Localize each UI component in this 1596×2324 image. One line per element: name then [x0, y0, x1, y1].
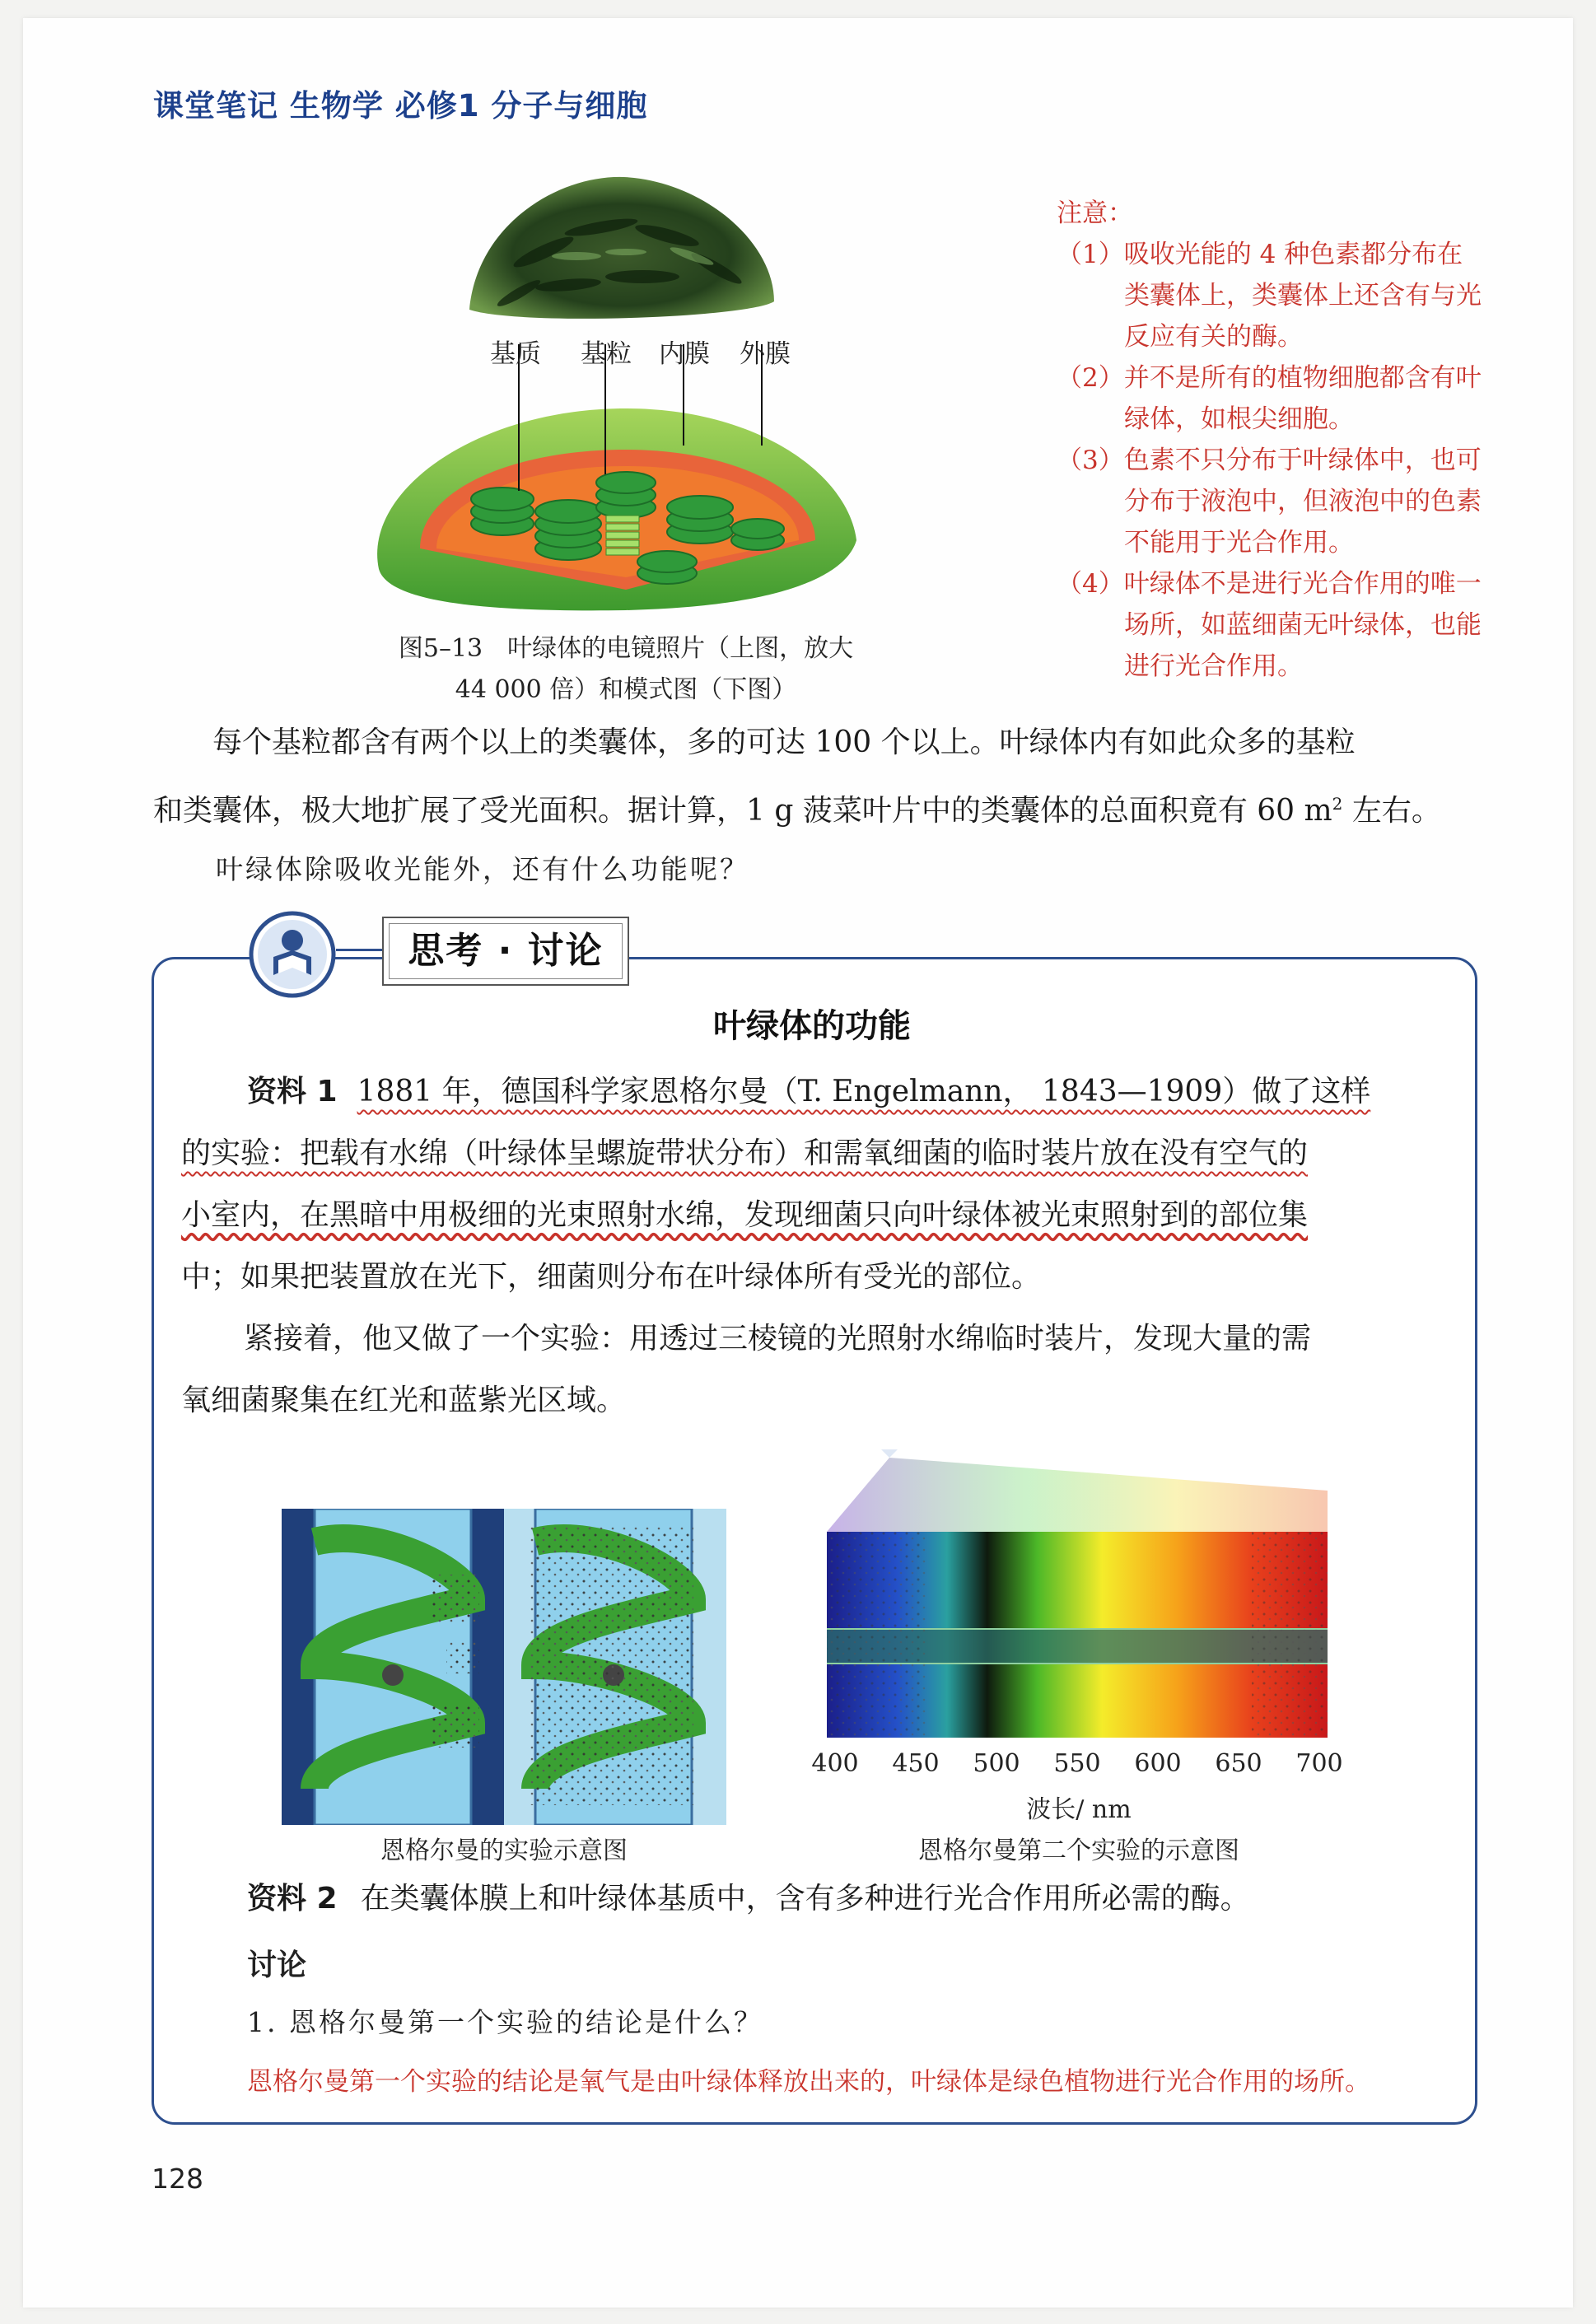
discussion-answer-1: 恩格尔曼第一个实验的结论是氧气是由叶绿体释放出来的，叶绿体是绿色植物进行光合作用的场所。 — [247, 2067, 1370, 2097]
note-item-2: （2）并不是所有的植物细胞都含有叶绿体，如根尖细胞。 — [1057, 363, 1482, 434]
tick-650: 650 — [1215, 1749, 1262, 1778]
material-1-line1: 1881 年，德国科学家恩格尔曼（T. Engelmann， 1843—1909）做了这样 — [357, 1075, 1371, 1108]
tick-450: 450 — [892, 1749, 940, 1778]
discussion-title: 思考 · 讨论 — [408, 930, 604, 972]
label-granum: 基粒 — [581, 339, 632, 369]
note-item-1: （1）吸收光能的 4 种色素都分布在类囊体上，类囊体上还含有与光反应有关的酶。 — [1057, 240, 1482, 352]
figure-left-caption: 恩格尔曼的实验示意图 — [380, 1836, 628, 1865]
label-stroma: 基质 — [490, 339, 541, 369]
discussion-title-tab — [382, 917, 629, 986]
spectrum-axis-label: 波长/ nm — [1026, 1795, 1132, 1824]
spectrum-figure — [824, 1449, 1334, 1743]
tick-600: 600 — [1134, 1749, 1182, 1778]
chloroplast-illustration — [354, 161, 881, 623]
material-1 — [181, 1061, 1466, 1431]
thinking-reader-icon — [247, 909, 338, 1000]
label-outer-membrane: 外膜 — [740, 339, 791, 369]
material-2-text: 在类囊体膜上和叶绿体基质中，含有多种进行光合作用所必需的酶。 — [360, 1882, 1250, 1916]
figure-right-caption: 恩格尔曼第二个实验的示意图 — [918, 1836, 1239, 1865]
note-item-4: （4）叶绿体不是进行光合作用的唯一场所，如蓝细菌无叶绿体，也能进行光合作用。 — [1057, 569, 1482, 681]
material-1-p2-line1: 紧接着，他又做了一个实验：用透过三棱镜的光照射水绵临时装片，发现大量的需 — [244, 1322, 1312, 1356]
notes-title: 注意： — [1057, 198, 1133, 228]
material-1-label: 资料 1 — [247, 1075, 338, 1108]
paragraph-1 — [153, 712, 1487, 842]
paragraph-1-line2: 和类囊体，极大地扩展了受光面积。据计算，1 g 菠菜叶片中的类囊体的总面积竟有 60 $m^2$ 左右。 — [153, 794, 1441, 828]
tick-400: 400 — [811, 1749, 859, 1778]
material-2-label: 资料 2 — [247, 1882, 338, 1916]
tick-700: 700 — [1295, 1749, 1343, 1778]
discussion-question-1: 1. 恩格尔曼第一个实验的结论是什么？ — [247, 2006, 763, 2038]
material-1-line3: 小室内，在黑暗中用极细的光束照射水绵，发现细菌只向叶绿体被光束照射到的部位集 — [181, 1198, 1309, 1232]
page-number: 128 — [152, 2163, 203, 2195]
label-inner-membrane: 内膜 — [659, 339, 710, 369]
tick-550: 550 — [1053, 1749, 1101, 1778]
material-1-line4: 中；如果把装置放在光下，细菌则分布在叶绿体所有受光的部位。 — [181, 1260, 1042, 1294]
engelmann-experiment-figure — [282, 1509, 726, 1825]
tick-500: 500 — [973, 1749, 1020, 1778]
paragraph-1-line1: 每个基粒都含有两个以上的类囊体，多的可达 100 个以上。叶绿体内有如此众多的基粒 — [212, 726, 1356, 759]
section-heading: 叶绿体的功能 — [713, 1007, 911, 1045]
figure-caption-line1: 图5–13 叶绿体的电镜照片（上图，放大 — [398, 634, 854, 663]
material-1-p2-line2: 氧细菌聚集在红光和蓝紫光区域。 — [181, 1384, 627, 1417]
note-item-3: （3）色素不只分布于叶绿体中，也可分布于液泡中，但液泡中的色素不能用于光合作用。 — [1057, 446, 1482, 558]
spectrum-axis-ticks — [811, 1749, 1343, 1782]
question-handwritten: 叶绿体除吸收光能外，还有什么功能呢？ — [216, 853, 749, 885]
discussion-label: 讨论 — [247, 1948, 307, 1982]
notes-panel — [1057, 193, 1485, 687]
tab-connector — [336, 949, 384, 951]
figure-caption-line2: 44 000 倍）和模式图（下图） — [455, 675, 797, 704]
material-1-line2: 的实验：把载有水绵（叶绿体呈螺旋带状分布）和需氧细菌的临时装片放在没有空气的 — [181, 1136, 1309, 1170]
page-header: 课堂笔记 生物学 必修1 分子与细胞 — [153, 88, 648, 124]
material-2 — [247, 1868, 1250, 1930]
